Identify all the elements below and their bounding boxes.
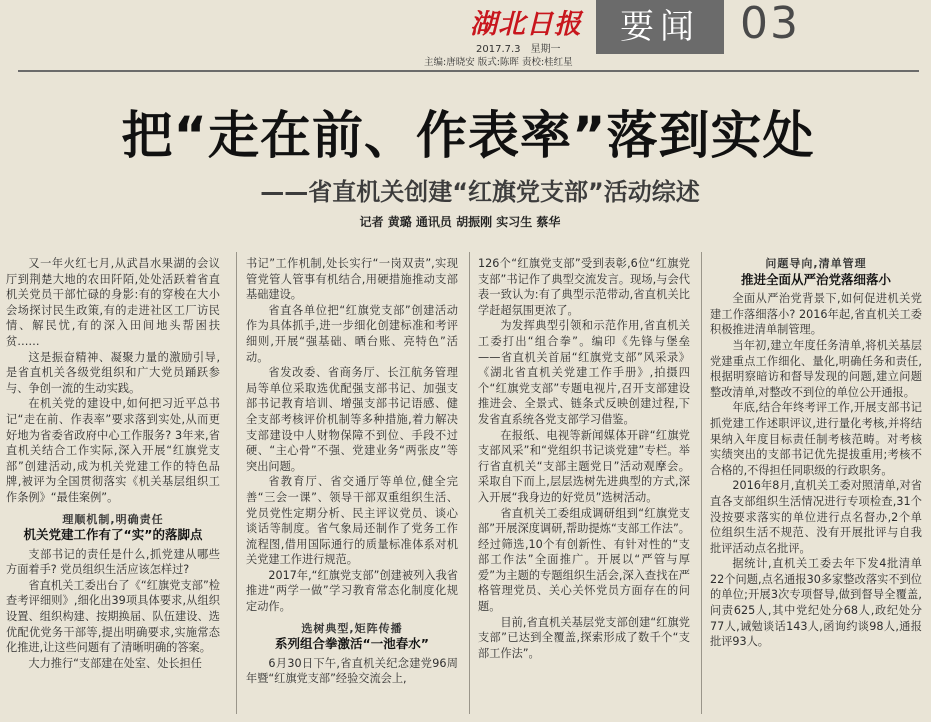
article-column-2 <box>246 256 458 687</box>
paragraph: 2017年,“红旗党支部”创建被列入我省推进“两学一做”学习教育常态化制度化规定动作。 <box>246 568 458 614</box>
paragraph: 目前,省直机关基层党支部创建“红旗党支部”已达到全覆盖,探索形成了数千个“支部工作法”。 <box>478 615 690 660</box>
header-rule <box>18 70 919 72</box>
paragraph: 据统计,直机关工委去年下发4批清单22个问题,点名通报30多家整改落实不到位的单位;开展3次专项督导,做到督导全覆盖,问责625人,其中党纪处分68人,政纪处分77人,诫勉谈话143人,函询约谈98人,通报批评93人。 <box>710 557 922 649</box>
paragraph: 又一年火红七月,从武昌水果湖的会议厅到荆楚大地的农田阡陌,处处活跃着省直机关党员干部忙碌的身影:有的穿梭在大小会场探讨民生政策,有的走进社区工厂访民情、解民忧,有的深入田间地头帮困扶贫…… <box>6 257 220 348</box>
article-column-3 <box>478 256 690 661</box>
page-number: 03 <box>740 0 800 49</box>
paragraph: 书记”工作机制,处长实行“一岗双责”,实现管党管人管事有机结合,用硬措施推动支部基础建设。 <box>246 257 458 302</box>
byline: 记者 黄璐 通讯员 胡振刚 实习生 蔡华 <box>359 215 561 229</box>
column-divider <box>236 252 237 714</box>
paragraph: 省直机关工委出台了《“红旗党支部”检查考评细则》,细化出39项具体要求,从组织设置、组织构建、按期换届、队伍建设、选优配优党务干部等,提出明确要求,实施常态化推进,让这些问题有了清晰明确的答案。 <box>6 578 220 655</box>
paragraph: 在报纸、电视等新闻媒体开辟“红旗党支部风采”和“党组织书记谈党建”专栏。举行省直机关“支部主题党日”活动观摩会。采取自下而上,层层选树先进典型的方式,深入开展“我身边的好党员”选树活动。 <box>478 428 690 504</box>
headline: 把“走在前、作表率”落到实处 <box>121 107 815 166</box>
article-column-1 <box>6 256 220 671</box>
article-column-4 <box>710 256 922 650</box>
section-label: 要闻 <box>596 0 724 54</box>
section-heading: 机关党建工作有了“实”的落脚点 <box>23 527 203 543</box>
section-kicker: 选树典型,矩阵传播 <box>301 621 403 635</box>
column-divider <box>701 252 702 714</box>
paragraph: 支部书记的责任是什么,抓党建从哪些方面着手? 党员组织生活应该怎样过? <box>6 547 220 577</box>
paragraph: 省直各单位把“红旗党支部”创建活动作为具体抓手,进一步细化创建标准和考评细则,开展“强基础、晒台账、亮特色”活动。 <box>246 303 458 364</box>
section-heading: 推进全面从严治党落细落小 <box>740 271 891 287</box>
paragraph: 省发改委、省商务厅、长江航务管理局等单位采取选优配强支部书记、加强支部书记教育培训、增强支部书记语感、健全支部考核评价机制等多种措施,着力解决支部建设中人财物保障不到位、手段不过硬、“主心骨”不强、党建业务“两张皮”等突出问题。 <box>246 366 458 473</box>
paragraph: 大力推行“支部建在处室、处长担任 <box>28 656 202 670</box>
column-divider <box>469 252 470 714</box>
paragraph: 年底,结合年终考评工作,开展支部书记抓党建工作述职评议,进行量化考核,并将结果纳入年度目标责任制考核范畴。对考核实绩突出的支部书记优先提拔重用;考核不合格的,不得担任同职级的行政职务。 <box>710 401 922 477</box>
paragraph: 为发挥典型引领和示范作用,省直机关工委打出“组合拳”。编印《先锋与堡垒——省直机关首届“红旗党支部”风采录》《湖北省直机关党建工作手册》,拍摄四个“红旗党支部”专题电视片,召开支部建设推进会、全景式、链条式反映创建过程,下发省直系统各党支部学习借鉴。 <box>478 319 690 426</box>
paragraph: 6月30日下午,省直机关纪念建党96周年暨“红旗党支部”经验交流会上, <box>246 656 458 686</box>
editor-credits: 主编:唐晓安 版式:陈晖 责校:桂红星 <box>424 57 573 68</box>
masthead-logo: 湖北日报 <box>470 9 582 40</box>
section-heading: 系列组合拳激活“一池春水” <box>275 636 429 652</box>
paragraph: 在机关党的建设中,如何把习近平总书记“走在前、作表率”要求落到实处,从而更好地为省委省政府中心工作服务? 3年来,省直机关结合工作实际,深入开展“红旗党支部”创建活动,成为机关党建工作的特色品牌,被评为全国贯彻落实《机关基层组织工作条例》“最佳案例”。 <box>6 397 220 504</box>
section-kicker: 理顺机制,明确责任 <box>62 512 164 526</box>
section-kicker: 问题导向,清单管理 <box>765 257 867 270</box>
paragraph: 全面从严治党背景下,如何促进机关党建工作落细落小? 2016年起,省直机关工委积极推进清单制管理。 <box>710 292 922 337</box>
paragraph: 这是振奋精神、凝聚力量的激励引导,是省直机关各级党组织和广大党员踊跃参与、争创一流的生动实践。 <box>6 350 220 395</box>
paragraph: 省教育厅、省交通厅等单位,健全完善“三会一课”、领导干部双重组织生活、党员党性定期分析、民主评议党员、谈心谈话等制度。省气象局还制作了党务工作流程图,借用国际通行的质量标准体系对机关党建工作进行规范。 <box>246 475 458 567</box>
paragraph: 省直机关工委组成调研组到“红旗党支部”开展深度调研,帮助提炼“支部工作法”。经过筛选,10个有创新性、有针对性的“支部工作法”全面推广。开展以“严管与厚爱”为主题的专题组织生活会,深入查找在严格管理党员、关心关怀党员方面存在的问题。 <box>478 506 690 614</box>
paragraph: 当年初,建立年度任务清单,将机关基层党建重点工作细化、量化,明确任务和责任,根据明察暗访和督导发现的问题,建立问题整改清单,对整改不到位的单位公开通报。 <box>710 338 922 399</box>
issue-date: 2017.7.3 星期一 <box>476 44 561 55</box>
paragraph: 2016年8月,直机关工委对照清单,对省直各支部组织生活情况进行专项检查,31个没按要求落实的单位进行点名督办,2个单位组织生活不规范、没有开展批评与自我批评活动点名批评。 <box>710 479 922 555</box>
subheadline: ——省直机关创建“红旗党支部”活动综述 <box>260 178 700 206</box>
paragraph: 126个“红旗党支部”受到表彰,6位“红旗党支部”书记作了典型交流发言。现场,与会代表一致认为:有了典型示范带动,省直机关比学赶超氛围更浓了。 <box>478 257 690 317</box>
